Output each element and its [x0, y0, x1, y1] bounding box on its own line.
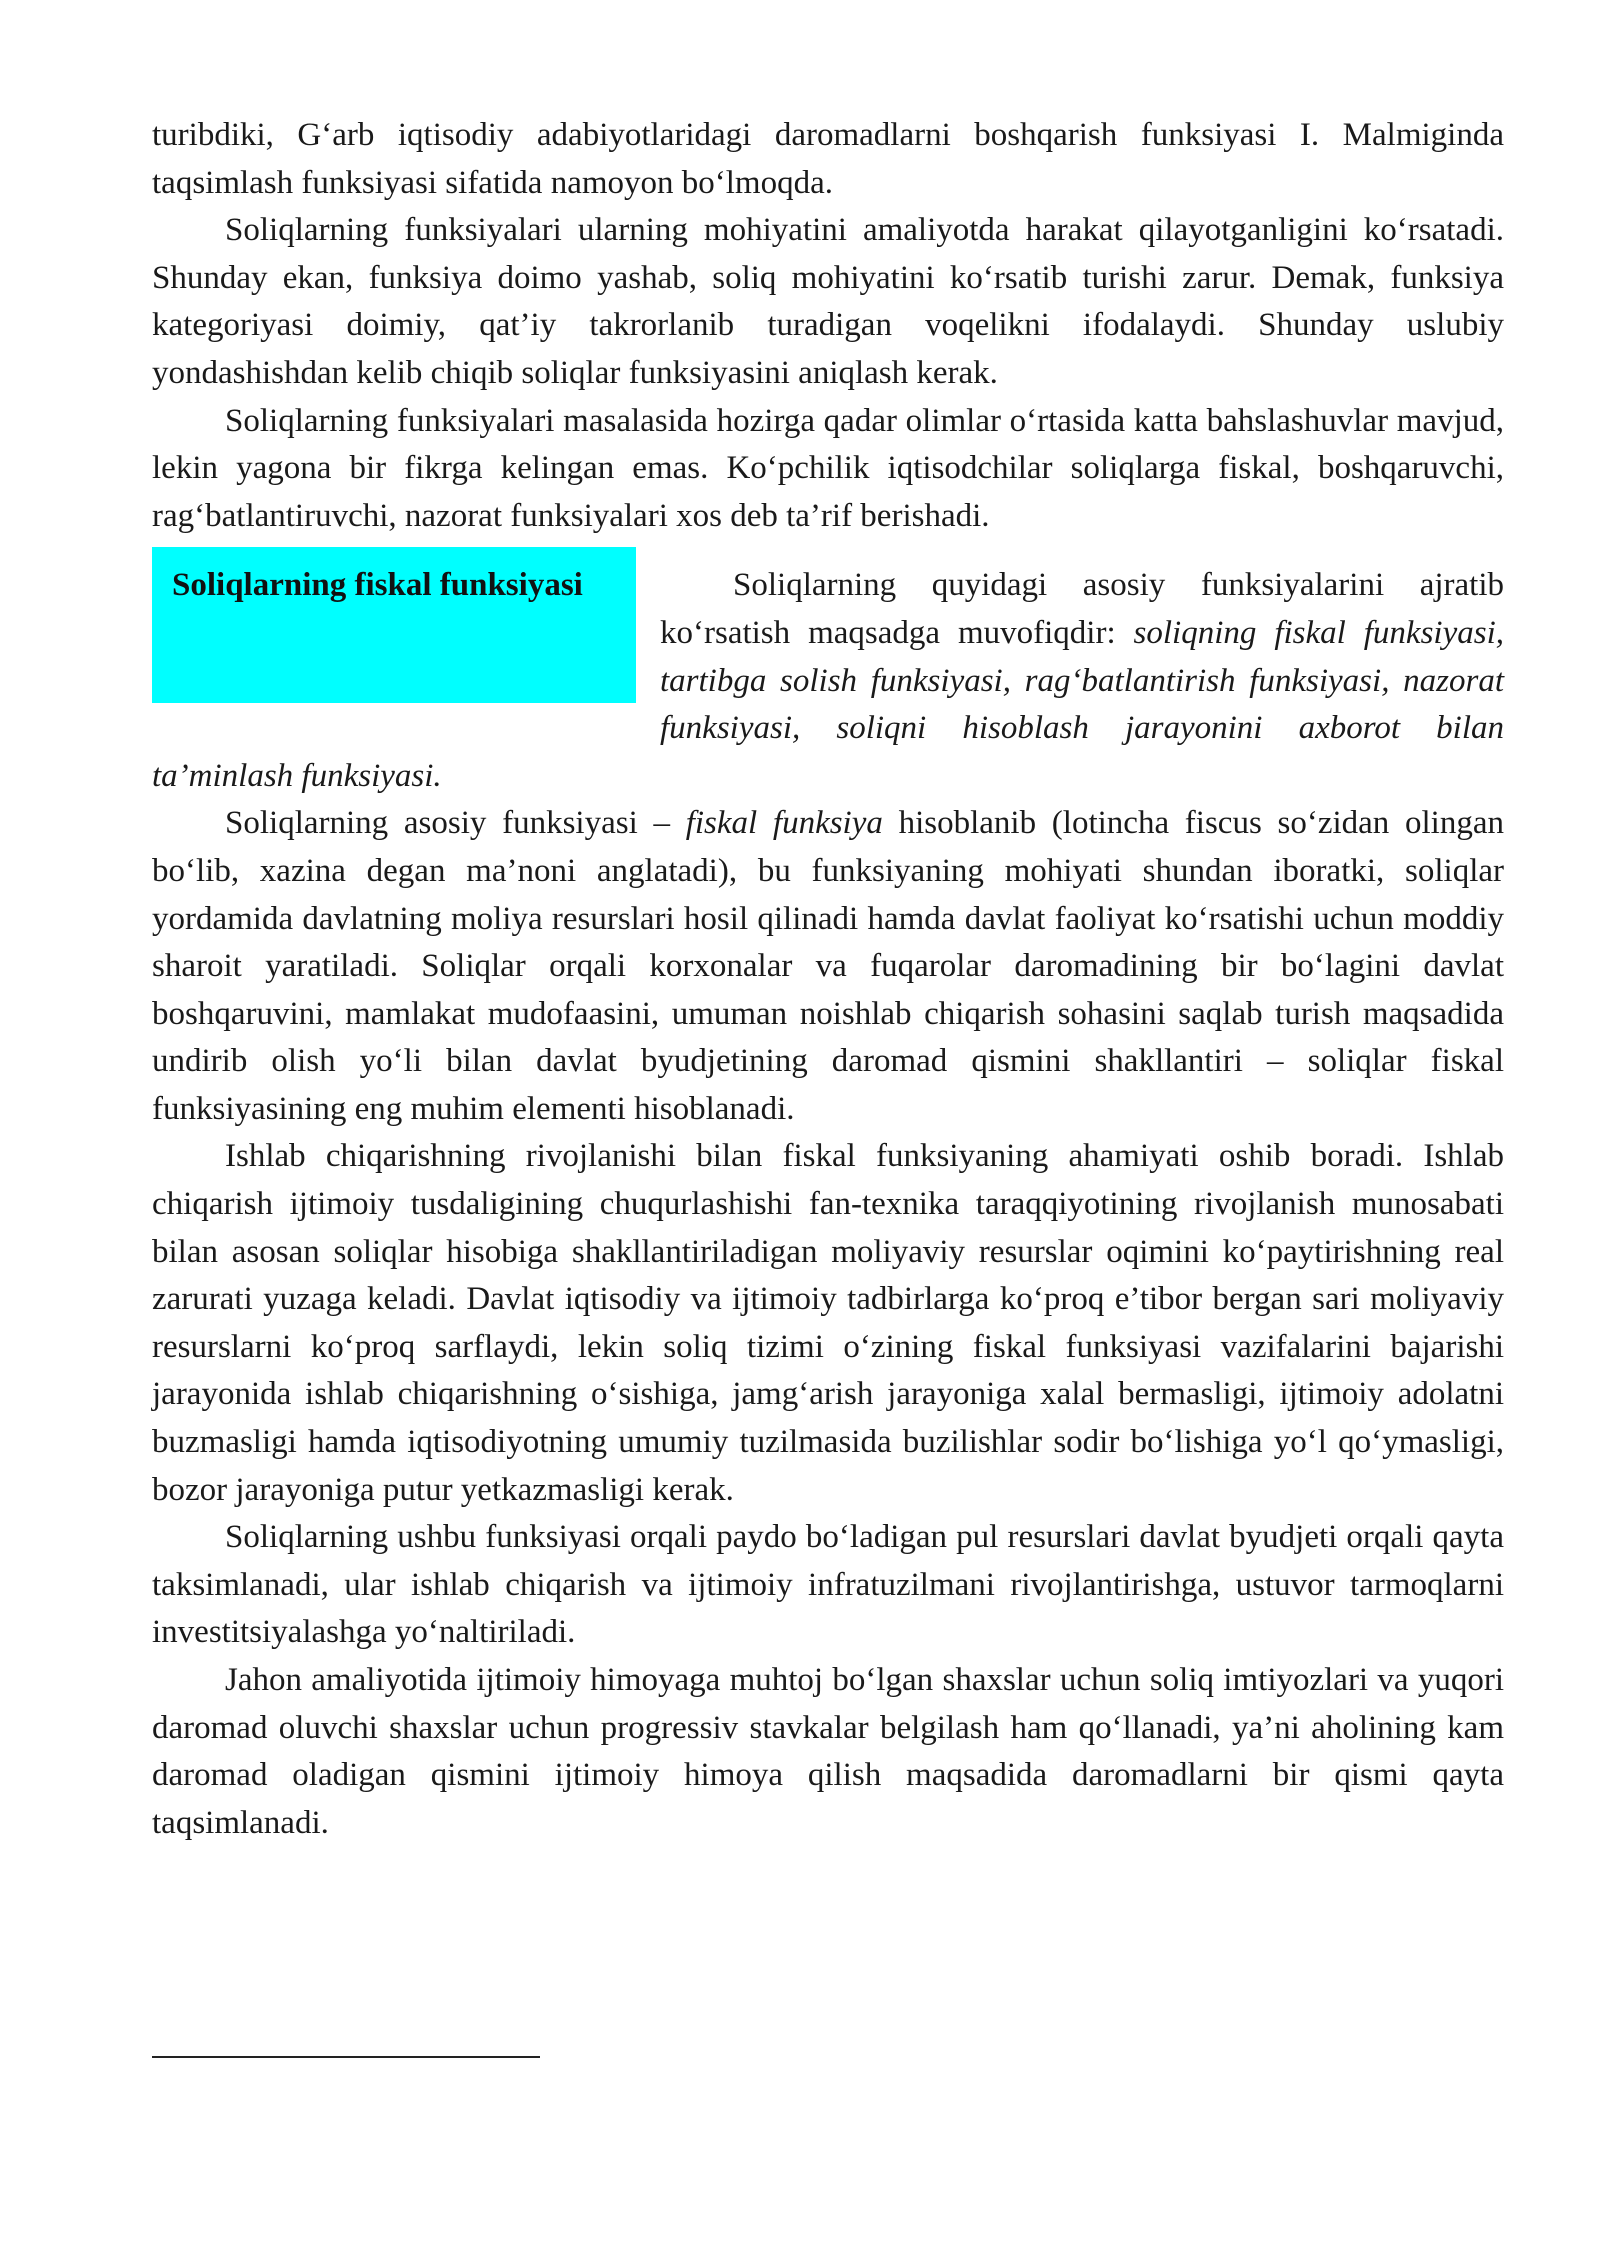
paragraph-5-rest: hisoblanib (lotincha fiscus so‘zidan olingan bo‘lib, xazina degan ma’noni anglatadi), bu funksiyaning mohiyati shundan iboratki, soliqlar yordamida davlatning moliya resurslari hosil qilinadi hamda davlat faoliyat ko‘rsatishi uchun moddiy sharoit yaratiladi. Soliqlar orqali korxonalar va fuqarolar daromadining bir bo‘lagini davlat boshqaruvini, mamlakat mudofaasini, umuman noishlab chiqarish sohasini saqlab turish maqsadida undirib olish yo‘li bilan davlat byudjetining daromad qismini shakllantiri – soliqlar fiskal funksiyasining eng muhim elementi hisoblanadi. — [152, 805, 1504, 1127]
paragraph-8: Jahon amaliyotida ijtimoiy himoyaga muhtoj bo‘lgan shaxslar uchun soliq imtiyozlari va yuqori daromad oluvchi shaxslar uchun progressiv stavkalar belgilash ham qo‘llanadi, ya’ni aholining kam daromad oladigan qismini ijtimoiy himoya qilish maqsadida daromadlarni bir qismi qayta taqsimlanadi. — [152, 1662, 1504, 1841]
sidebar-heading-text: Soliqlarning fiskal funksiyasi — [172, 567, 583, 604]
sidebar-heading-box — [152, 547, 636, 703]
paragraph-6: Ishlab chiqarishning rivojlanishi bilan fiskal funksiyaning ahamiyati oshib boradi. Ishlab chiqarish ijtimoiy tusdaligining chuqurlashishi fan-texnika taraqqiyotining rivojlanish munosabati bilan asosan soliqlar hisobiga shakllantiriladigan moliyaviy resurslar oqimini ko‘paytirishning real zarurati yuzaga keladi. Davlat iqtisodiy va ijtimoiy tadbirlarga ko‘proq e’tibor bergan sari moliyaviy resurslarni ko‘proq sarflaydi, lekin soliq tizimi o‘zining fiskal funksiyasi vazifalarini bajarishi jarayonida ishlab chiqarishning o‘sishiga, jamg‘arish jarayoniga xalal bermasligi, ijtimoiy adolatni buzmasligi hamda iqtisodiyotning umumiy tuzilmasida buzilishlar sodir bo‘lishiga yo‘l qo‘ymasligi, bozor jarayoniga putur yetkazmasligi kerak. — [152, 1138, 1504, 1508]
document-page — [152, 112, 1504, 1847]
paragraph-7: Soliqlarning ushbu funksiyasi orqali paydo bo‘ladigan pul resurslari davlat byudjeti orqali qayta taksimlanadi, ular ishlab chiqarish va ijtimoiy infratuzilmani rivojlantirishga, ustuvor tarmoqlarni investitsiyalashga yo‘naltiriladi. — [152, 1519, 1504, 1651]
paragraph-5 — [152, 800, 1504, 1133]
paragraph-1: turibdiki, G‘arb iqtisodiy adabiyotlaridagi daromadlarni boshqarish funksiyasi I. Malmiginda taqsimlash funksiyasi sifatida namoyon bo‘lmoqda. — [152, 117, 1504, 201]
paragraph-4-lead: Soliqlarning quyidagi asosiy funksiyalarini ajratib ko‘rsatish maqsadga muvofiqdir: — [660, 567, 1504, 651]
footnote-separator-line — [152, 2056, 540, 2058]
paragraph-5-start: Soliqlarning asosiy funksiyasi – — [225, 805, 686, 842]
paragraph-4-functions-list: soliqning fiskal funksiyasi, tartibga solish funksiyasi, rag‘batlantirish funksiyasi, nazorat funksiyasi, soliqni hisoblash jarayonini axborot bilan ta’minlash funksiyasi. — [152, 614, 1504, 794]
paragraph-2: Soliqlarning funksiyalari ularning mohiyatini amaliyotda harakat qilayotganligini ko‘rsatadi. Shunday ekan, funksiya doimo yashab, soliq mohiyatini ko‘rsatib turishi zarur. Demak, funksiya kategoriyasi doimiy, qat’iy takrorlanib turadigan voqelikni ifodalaydi. Shunday uslubiy yondashishdan kelib chiqib soliqlar funksiyasini aniqlash kerak. — [152, 212, 1504, 391]
paragraph-5-term: fiskal funksiya — [685, 805, 883, 842]
paragraph-3: Soliqlarning funksiyalari masalasida hozirga qadar olimlar o‘rtasida katta bahslashuvlar mavjud, lekin yagona bir fikrga kelingan emas. Ko‘pchilik iqtisodchilar soliqlarga fiskal, boshqaruvchi, rag‘batlantiruvchi, nazorat funksiyalari xos deb ta’rif berishadi. — [152, 402, 1504, 534]
